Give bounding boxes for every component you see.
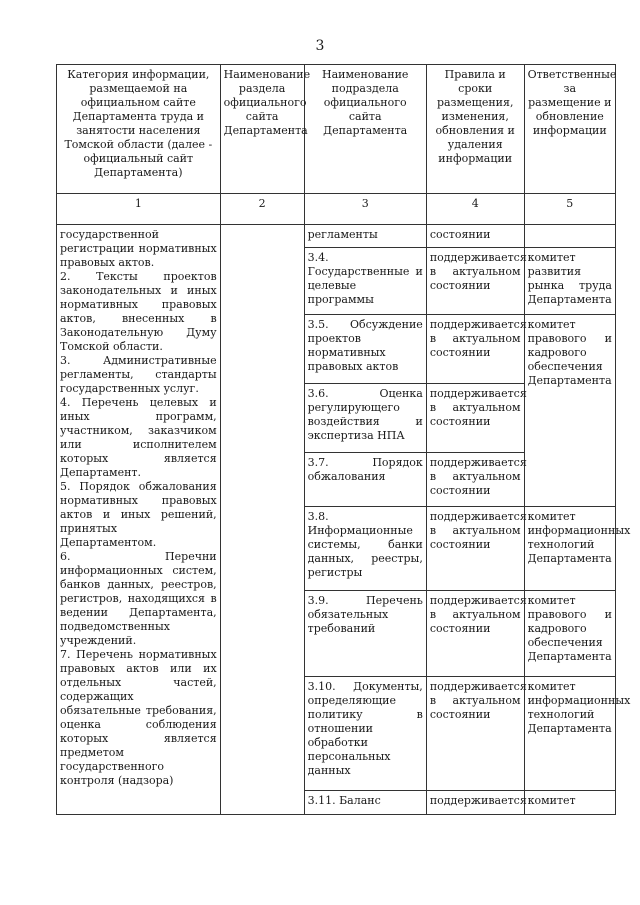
subsection-cell: 3.11. Баланс [304,791,426,815]
category-line: 7. Перечень нормативных правовых актов или их отдельных частей, содержащих обязательные требования, оценка соблюдения которых является предметом государственного контроля (надзора) [60,648,217,787]
subsection-cell: регламенты [304,225,426,248]
category-line: 3. Административные регламенты, стандарты государственных услуг. [60,354,217,395]
column-number: 5 [524,194,615,225]
table-header-row [57,65,616,194]
responsible-cell: комитет правового и кадрового обеспечения Департамента [524,315,615,507]
rules-cell: поддерживается в актуальном состоянии [426,591,524,677]
responsible-cell: комитет информационных технологий Департамента [524,677,615,791]
column-number: 4 [426,194,524,225]
header-rules: Правила и сроки размещения, изменения, обновления и удаления информации [426,65,524,194]
category-line: 4. Перечень целевых и иных программ, участником, заказчиком или исполнителем которых является Департамент. [60,396,217,479]
subsection-cell: 3.8. Информационные системы, банки данных, реестры, регистры [304,507,426,591]
rules-cell: поддерживается в актуальном состоянии [426,248,524,315]
header-responsible: Ответственные за размещение и обновление информации [524,65,615,194]
column-number: 2 [220,194,304,225]
header-category: Категория информации, размещаемой на официальном сайте Департамента труда и занятости населения Томской области (далее - официальный сайт Департамента) [57,65,221,194]
section-cell [220,225,304,815]
responsible-cell: комитет правового и кадрового обеспечения Департамента [524,591,615,677]
rules-cell: поддерживается в актуальном состоянии [426,677,524,791]
rules-cell: поддерживается в актуальном состоянии [426,384,524,453]
subsection-cell: 3.9. Перечень обязательных требований [304,591,426,677]
responsible-cell: комитет [524,791,615,815]
column-number: 1 [57,194,221,225]
responsible-cell: комитет информационных технологий Департамента [524,507,615,591]
category-line: 5. Порядок обжалования нормативных правовых актов и иных решений, принятых Департаментом. [60,480,217,549]
subsection-cell: 3.5. Обсуждение проектов нормативных правовых актов [304,315,426,384]
subsection-cell: 3.4. Государственные и целевые программы [304,248,426,315]
rules-cell: состоянии [426,225,524,248]
column-number: 3 [304,194,426,225]
table-row [57,225,616,248]
header-section: Наименование раздела официального сайта Департамента [220,65,304,194]
responsible-cell [524,225,615,248]
column-number-row [57,194,616,225]
rules-cell: поддерживается в актуальном состоянии [426,315,524,384]
category-line: государственной регистрации нормативных правовых актов. [60,228,217,269]
rules-cell: поддерживается [426,791,524,815]
information-table [56,64,631,815]
subsection-cell: 3.10. Документы, определяющие политику в отношении обработки персональных данных [304,677,426,791]
category-line: 6. Перечни информационных систем, банков данных, реестров, регистров, находящихся в ведении Департамента, подведомственных учреждений. [60,550,217,647]
header-subsection: Наименование подраздела официального сайта Департамента [304,65,426,194]
category-cell [57,225,221,815]
category-line: 2. Тексты проектов законодательных и иных нормативных правовых актов, внесенных в Законодательную Думу Томской области. [60,270,217,353]
page-number: 3 [315,38,325,54]
subsection-cell: 3.6. Оценка регулирующего воздействия и экспертиза НПА [304,384,426,453]
responsible-cell: комитет развития рынка труда Департамента [524,248,615,315]
rules-cell: поддерживается в актуальном состоянии [426,453,524,507]
subsection-cell: 3.7. Порядок обжалования [304,453,426,507]
rules-cell: поддерживается в актуальном состоянии [426,507,524,591]
